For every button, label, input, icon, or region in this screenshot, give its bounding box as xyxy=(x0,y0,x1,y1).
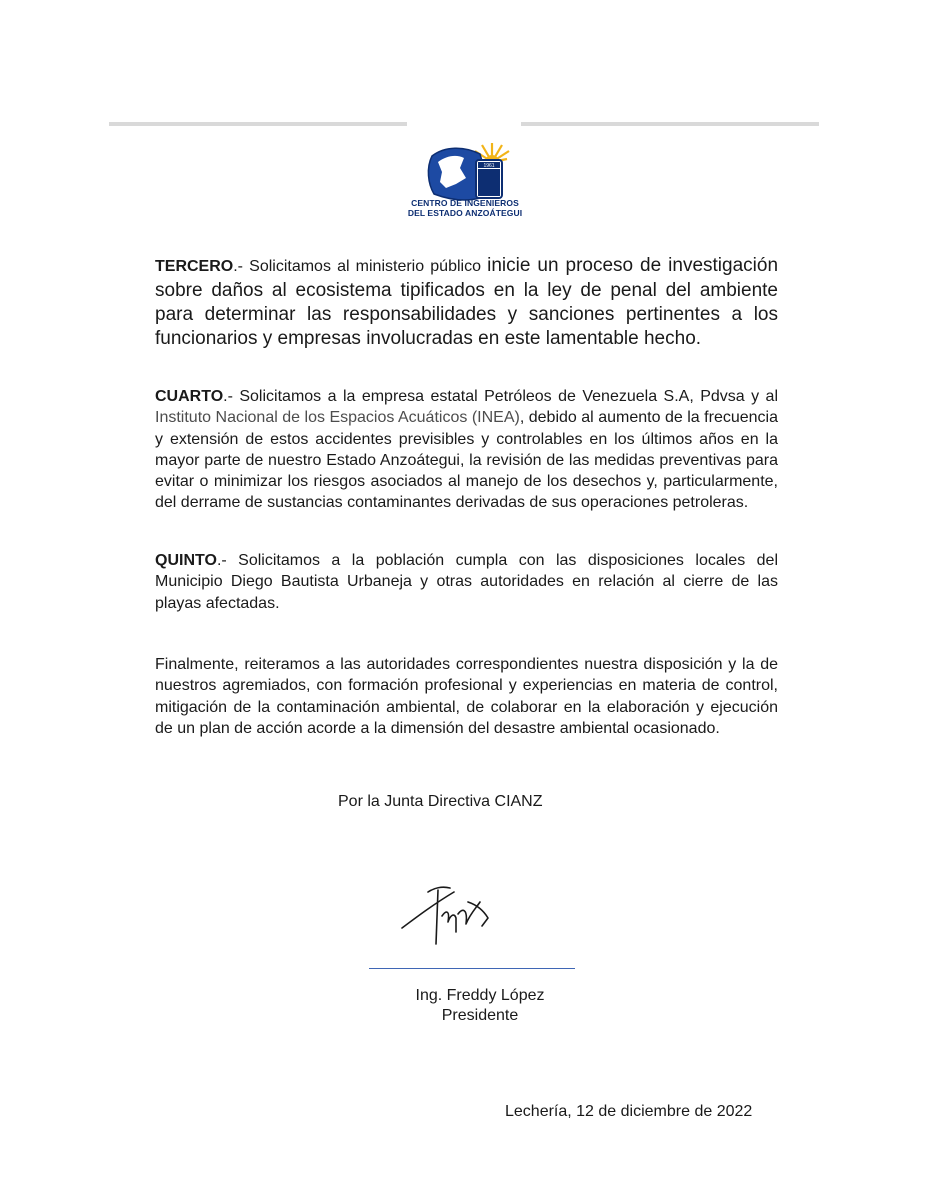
label-tercero: TERCERO xyxy=(155,258,234,275)
tercero-text: inicie un proceso de investigación sobre daños al ecosistema tipificados en la ley de penal del ambiente para determinar las responsabilidades y sanciones pertinentes a los funcionarios y empresas involucradas en este lamentable hecho. xyxy=(155,255,779,349)
paragraph-quinto xyxy=(155,550,778,614)
label-cuarto: CUARTO xyxy=(155,388,224,405)
letter-date: Lechería, 12 de diciembre de 2022 xyxy=(505,1103,753,1120)
cuarto-text-a: .- Solicitamos a la empresa estatal Petróleos de Venezuela S.A, Pdvsa y al xyxy=(223,388,778,405)
org-name xyxy=(400,198,530,218)
org-name-line1: CENTRO DE INGENIEROS xyxy=(411,198,519,208)
quinto-text: .- Solicitamos a la población cumpla con las disposiciones locales del Municipio Diego Bautista Urbaneja y otras autoridades en relación al cierre de las playas afectadas. xyxy=(155,552,778,612)
handwritten-signature xyxy=(398,872,498,952)
org-name-line2: DEL ESTADO ANZOÁTEGUI xyxy=(407,208,523,218)
header-rule-right xyxy=(521,122,819,126)
label-quinto: QUINTO xyxy=(155,552,217,569)
header-rule-left xyxy=(109,122,407,126)
tercero-lead: .- Solicitamos al ministerio público xyxy=(233,258,488,275)
cuarto-text-b: , debido al aumento de la frecuencia y extensión de estos accidentes previsibles y controlables en los últimos años en la mayor parte de nuestro Estado Anzoátegui, la revisión de las medidas preventivas para evitar o minimizar los riesgos asociados al manejo de los desechos y, particularmente, del derrame de sustancias contaminantes derivadas de sus operaciones petroleras. xyxy=(155,409,778,512)
signature-line xyxy=(369,968,575,969)
paragraph-closing: Finalmente, reiteramos a las autoridades correspondientes nuestra disposición y la de nuestros agremiados, con formación profesional y experiencias en materia de control, mitigación de la contaminación ambiental, de colaborar en la elaboración y ejecución de un plan de acción acorde a la dimensión del desastre ambiental ocasionado. xyxy=(155,656,778,737)
signatory-name: Ing. Freddy López xyxy=(415,987,545,1004)
seal-year: 1961 xyxy=(483,163,495,169)
paragraph-tercero xyxy=(155,254,778,351)
signatory-block xyxy=(408,986,552,1026)
cuarto-inea: Instituto Nacional de los Espacios Acuáticos (INEA) xyxy=(155,409,520,427)
signatory-title: Presidente xyxy=(441,1007,519,1024)
signoff: Por la Junta Directiva CIANZ xyxy=(338,793,543,810)
paragraph-cuarto xyxy=(155,386,778,514)
